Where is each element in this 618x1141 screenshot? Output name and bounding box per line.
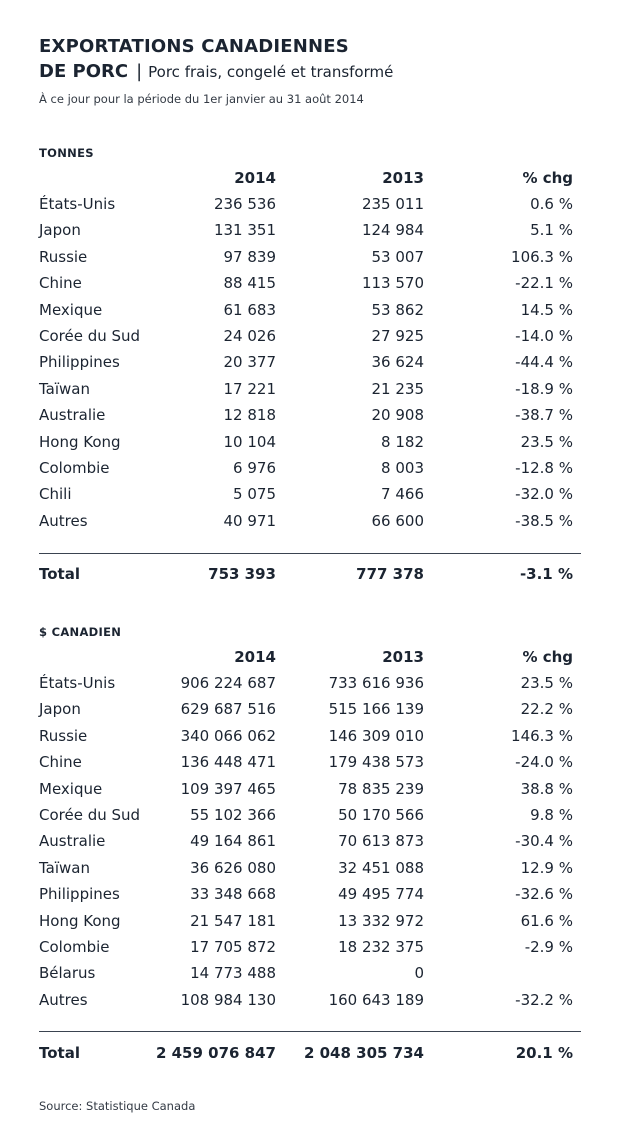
value-2014-cell: 753 393 — [208, 565, 276, 583]
value-2013-cell: 53 862 — [371, 300, 424, 319]
value-2013-cell: 2013 — [382, 169, 424, 187]
value-2013-cell: 2 048 305 734 — [303, 1044, 424, 1062]
value-2013-cell: 13 332 972 — [338, 911, 424, 930]
value-2014-cell: 20 377 — [223, 353, 276, 372]
pct-change-cell: -22.1 % — [515, 274, 573, 293]
value-2014-cell: 40 971 — [223, 511, 276, 530]
country-cell: Philippines — [39, 885, 120, 904]
table-row — [39, 301, 581, 327]
value-2013-cell: 66 600 — [371, 511, 424, 530]
total-divider — [39, 553, 581, 554]
value-2013-cell: 50 170 566 — [338, 806, 424, 824]
value-2013-cell: 777 378 — [356, 565, 424, 583]
total-row — [39, 565, 581, 591]
country-cell: Taïwan — [39, 379, 91, 398]
table-row — [39, 485, 581, 511]
pct-change-cell: -24.0 % — [515, 753, 573, 772]
pct-change-cell: -3.1 % — [519, 565, 573, 583]
pct-change-cell: 23.5 % — [520, 674, 573, 692]
table-row — [39, 274, 581, 300]
table-header-row — [39, 648, 581, 674]
value-2014-cell: 2 459 076 847 — [155, 1044, 276, 1062]
value-2013-cell: 53 007 — [371, 247, 424, 266]
pct-change-cell: % chg — [522, 648, 573, 666]
value-2014-cell: 21 547 181 — [190, 911, 276, 930]
table-row — [39, 859, 581, 885]
table-row — [39, 433, 581, 459]
source-note: Source: Statistique Canada — [39, 1099, 196, 1113]
table-row — [39, 780, 581, 806]
title-line-1: EXPORTATIONS CANADIENNES — [39, 36, 349, 57]
table-row — [39, 938, 581, 964]
country-cell: Autres — [39, 990, 88, 1009]
pct-change-cell: 12.9 % — [520, 858, 573, 877]
value-2014-cell: 10 104 — [223, 432, 276, 451]
pct-change-cell: -12.8 % — [515, 459, 573, 477]
pct-change-cell: 0.6 % — [530, 195, 573, 213]
section-label-tonnes: TONNES — [39, 146, 94, 160]
value-2014-cell: 61 683 — [223, 300, 276, 319]
table-row — [39, 327, 581, 353]
country-cell: Russie — [39, 726, 88, 745]
value-2013-cell: 27 925 — [371, 327, 424, 345]
table-row — [39, 353, 581, 379]
country-cell: Australie — [39, 406, 106, 425]
period-note: À ce jour pour la période du 1er janvier au 31 août 2014 — [39, 92, 364, 106]
pct-change-cell: -32.0 % — [515, 485, 573, 504]
value-2013-cell: 49 495 774 — [338, 885, 424, 904]
pct-change-cell: 22.2 % — [520, 700, 573, 719]
country-cell: Mexique — [39, 779, 103, 798]
country-cell: Taïwan — [39, 858, 91, 877]
value-2014-cell: 36 626 080 — [190, 858, 276, 877]
value-2013-cell: 21 235 — [371, 379, 424, 398]
country-cell: Japon — [39, 700, 81, 719]
section-label-dollars: $ CANADIEN — [39, 625, 122, 639]
pct-change-cell: 61.6 % — [520, 911, 573, 930]
value-2014-cell: 131 351 — [213, 221, 276, 240]
pct-change-cell: -38.7 % — [515, 406, 573, 425]
table-row — [39, 912, 581, 938]
value-2014-cell: 236 536 — [213, 195, 276, 213]
value-2013-cell: 78 835 239 — [338, 779, 424, 798]
country-cell: Hong Kong — [39, 432, 121, 451]
value-2014-cell: 2014 — [234, 169, 276, 187]
table-row — [39, 727, 581, 753]
table-row — [39, 459, 581, 485]
value-2013-cell: 8 003 — [381, 459, 424, 477]
country-cell: Chine — [39, 274, 82, 293]
value-2013-cell: 20 908 — [371, 406, 424, 425]
country-cell: Japon — [39, 221, 81, 240]
table-row — [39, 406, 581, 432]
value-2013-cell: 235 011 — [361, 195, 424, 213]
value-2014-cell: 340 066 062 — [180, 726, 276, 745]
value-2014-cell: 55 102 366 — [190, 806, 276, 824]
title-separator: | — [136, 61, 143, 82]
pct-change-cell: -44.4 % — [515, 353, 573, 372]
country-cell: Chine — [39, 753, 82, 772]
value-2014-cell: 14 773 488 — [190, 964, 276, 983]
pct-change-cell: -18.9 % — [515, 379, 573, 398]
pct-change-cell: 38.8 % — [520, 779, 573, 798]
pct-change-cell: -38.5 % — [515, 511, 573, 530]
country-cell: Colombie — [39, 938, 110, 956]
value-2014-cell: 136 448 471 — [180, 753, 276, 772]
country-cell: Australie — [39, 832, 106, 851]
title-bold: DE PORC — [39, 61, 129, 82]
value-2014-cell: 5 075 — [233, 485, 276, 504]
pct-change-cell: -14.0 % — [515, 327, 573, 345]
country-cell: Russie — [39, 247, 88, 266]
value-2014-cell: 906 224 687 — [180, 674, 276, 692]
value-2013-cell: 0 — [414, 964, 424, 983]
value-2014-cell: 24 026 — [223, 327, 276, 345]
table-row — [39, 964, 581, 990]
value-2014-cell: 109 397 465 — [180, 779, 276, 798]
table-row — [39, 380, 581, 406]
pct-change-cell: 146.3 % — [511, 726, 573, 745]
pct-change-cell: -2.9 % — [524, 938, 573, 956]
table-row — [39, 753, 581, 779]
country-cell: Corée du Sud — [39, 806, 141, 824]
country-cell: Total — [39, 1044, 80, 1062]
value-2014-cell: 33 348 668 — [190, 885, 276, 904]
total-row — [39, 1044, 581, 1070]
table-row — [39, 806, 581, 832]
pct-change-cell: 106.3 % — [511, 247, 573, 266]
title-line-2 — [39, 61, 393, 82]
country-cell: Philippines — [39, 353, 120, 372]
table-row — [39, 991, 581, 1017]
value-2013-cell: 160 643 189 — [328, 990, 424, 1009]
country-cell: Hong Kong — [39, 911, 121, 930]
pct-change-cell: % chg — [522, 169, 573, 187]
value-2013-cell: 36 624 — [371, 353, 424, 372]
title-subtitle: Porc frais, congelé et transformé — [148, 63, 394, 81]
table-row — [39, 674, 581, 700]
value-2013-cell: 146 309 010 — [328, 726, 424, 745]
value-2013-cell: 8 182 — [381, 432, 424, 451]
pct-change-cell: 20.1 % — [515, 1044, 573, 1062]
value-2013-cell: 515 166 139 — [328, 700, 424, 719]
country-cell: États-Unis — [39, 195, 116, 213]
value-2013-cell: 113 570 — [361, 274, 424, 293]
pct-change-cell: 14.5 % — [520, 300, 573, 319]
table-row — [39, 221, 581, 247]
total-divider — [39, 1031, 581, 1032]
value-2014-cell: 12 818 — [223, 406, 276, 425]
value-2013-cell: 2013 — [382, 648, 424, 666]
value-2013-cell: 7 466 — [381, 485, 424, 504]
country-cell: Bélarus — [39, 964, 96, 983]
value-2014-cell: 108 984 130 — [180, 990, 276, 1009]
country-cell: Total — [39, 565, 80, 583]
table-row — [39, 700, 581, 726]
table-row — [39, 832, 581, 858]
pct-change-cell: -32.6 % — [515, 885, 573, 904]
table-row — [39, 885, 581, 911]
value-2014-cell: 2014 — [234, 648, 276, 666]
value-2014-cell: 629 687 516 — [180, 700, 276, 719]
value-2013-cell: 179 438 573 — [328, 753, 424, 772]
value-2013-cell: 18 232 375 — [338, 938, 424, 956]
pct-change-cell: -32.2 % — [515, 990, 573, 1009]
table-row — [39, 248, 581, 274]
country-cell: Autres — [39, 511, 88, 530]
table-header-row — [39, 169, 581, 195]
value-2013-cell: 733 616 936 — [328, 674, 424, 692]
value-2013-cell: 32 451 088 — [338, 858, 424, 877]
country-cell: Corée du Sud — [39, 327, 141, 345]
pct-change-cell: 9.8 % — [530, 806, 573, 824]
value-2014-cell: 17 705 872 — [190, 938, 276, 956]
value-2014-cell: 17 221 — [223, 379, 276, 398]
value-2014-cell: 49 164 861 — [190, 832, 276, 851]
pct-change-cell: 23.5 % — [520, 432, 573, 451]
pct-change-cell: -30.4 % — [515, 832, 573, 851]
table-row — [39, 195, 581, 221]
value-2013-cell: 70 613 873 — [338, 832, 424, 851]
value-2014-cell: 88 415 — [223, 274, 276, 293]
country-cell: Chili — [39, 485, 72, 504]
country-cell: Mexique — [39, 300, 103, 319]
value-2014-cell: 6 976 — [233, 459, 276, 477]
value-2013-cell: 124 984 — [361, 221, 424, 240]
pct-change-cell: 5.1 % — [530, 221, 573, 240]
value-2014-cell: 97 839 — [223, 247, 276, 266]
country-cell: Colombie — [39, 459, 110, 477]
table-row — [39, 512, 581, 538]
country-cell: États-Unis — [39, 674, 116, 692]
